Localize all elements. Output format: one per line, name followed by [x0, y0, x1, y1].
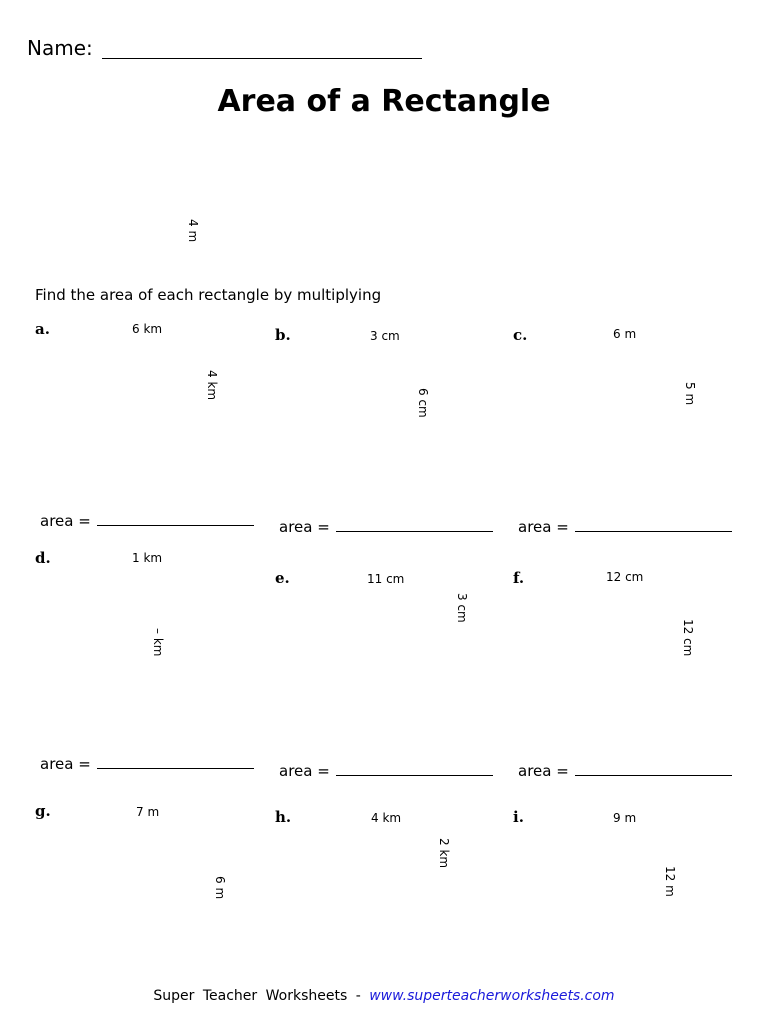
problem-c-letter: c. — [513, 326, 528, 344]
problem-b-letter: b. — [275, 326, 291, 344]
problem-f-area — [518, 762, 732, 780]
problem-c-height: 5 m — [683, 382, 697, 406]
problem-f-height: 12 cm — [681, 619, 695, 657]
problem-d-answer-line[interactable] — [97, 768, 254, 769]
problem-h-letter: h. — [275, 808, 292, 826]
example-height-label: 4 m — [186, 219, 200, 243]
problem-b-area — [279, 518, 493, 536]
area-label: area = — [40, 755, 91, 773]
name-label: Name: — [27, 36, 93, 60]
problem-h-height: 2 km — [437, 838, 451, 869]
problem-g-width: 7 m — [136, 805, 160, 819]
problem-e-answer-line[interactable] — [336, 775, 493, 776]
problem-a-area — [40, 512, 254, 530]
footer-link[interactable]: www.superteacherworksheets.com — [369, 988, 615, 1004]
problem-e-letter: e. — [275, 569, 290, 587]
problem-b-height: 6 cm — [416, 388, 430, 418]
footer-brand: Super Teacher Worksheets - — [153, 988, 361, 1004]
problem-d-width: 1 km — [132, 551, 163, 565]
problem-a-answer-line[interactable] — [97, 525, 254, 526]
area-label: area = — [279, 762, 330, 780]
problem-e-area — [279, 762, 493, 780]
area-label: area = — [518, 762, 569, 780]
name-line[interactable] — [102, 58, 422, 59]
problem-c-answer-line[interactable] — [575, 531, 732, 532]
area-label: area = — [518, 518, 569, 536]
problem-f-letter: f. — [513, 569, 525, 587]
footer — [0, 988, 768, 1004]
problem-d-height: – km — [151, 628, 165, 657]
problem-b-answer-line[interactable] — [336, 531, 493, 532]
problem-f-answer-line[interactable] — [575, 775, 732, 776]
problem-d-area — [40, 755, 254, 773]
problem-i-height: 12 m — [663, 866, 677, 897]
problem-i-letter: i. — [513, 808, 524, 826]
problem-d-letter: d. — [35, 549, 51, 567]
problem-c-width: 6 m — [613, 327, 637, 341]
problem-a-height: 4 km — [205, 370, 219, 401]
problem-a-width: 6 km — [132, 322, 163, 336]
problem-e-width: 11 cm — [367, 572, 405, 586]
instructions: Find the area of each rectangle by multiplying — [35, 286, 382, 304]
problem-b-width: 3 cm — [370, 329, 400, 343]
problem-g-height: 6 m — [213, 876, 227, 900]
problem-g-letter: g. — [35, 802, 51, 820]
problem-f-width: 12 cm — [606, 570, 644, 584]
problem-i-width: 9 m — [613, 811, 637, 825]
area-label: area = — [279, 518, 330, 536]
problem-a-letter: a. — [35, 320, 50, 338]
problem-c-area — [518, 518, 732, 536]
problem-h-width: 4 km — [371, 811, 402, 825]
problem-e-height: 3 cm — [455, 593, 469, 623]
area-label: area = — [40, 512, 91, 530]
page-title: Area of a Rectangle — [217, 84, 551, 119]
